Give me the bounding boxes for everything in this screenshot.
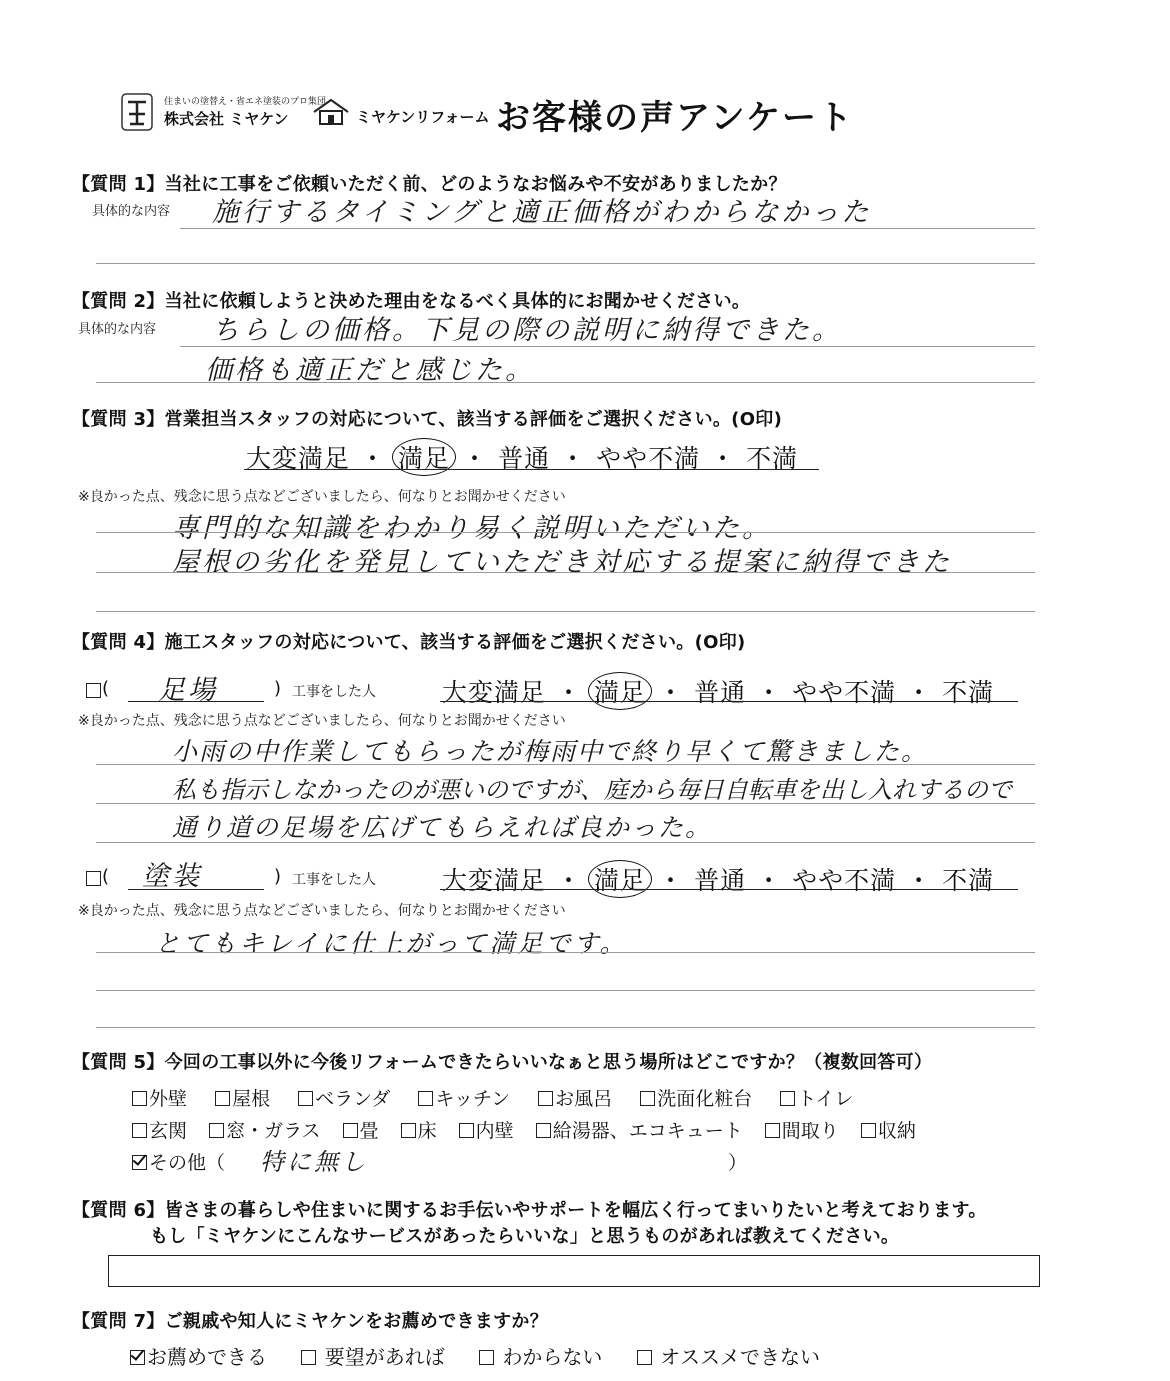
- checkbox[interactable]: [538, 1091, 553, 1106]
- option-recommend[interactable]: お薦めできる: [130, 1345, 267, 1369]
- worker-checkbox[interactable]: [86, 871, 101, 886]
- answer-rule: [180, 346, 1035, 347]
- worker-label: 工事をした人: [292, 872, 376, 888]
- answer-rule: [180, 228, 1035, 229]
- rating-option[interactable]: 普通: [498, 444, 551, 473]
- option-storage[interactable]: 収納: [861, 1120, 916, 1142]
- rating-option[interactable]: やや不満: [596, 444, 701, 473]
- close-paren: ): [274, 678, 282, 699]
- open-paren: (: [102, 866, 110, 887]
- q6-answer-box[interactable]: [108, 1255, 1040, 1287]
- q3-note: ※良かった点、残念に思う点などございましたら、何なりとお聞かせください: [78, 489, 566, 505]
- company-name: 株式会社 ミヤケン: [164, 110, 289, 128]
- q7-label: 【質問 7】ご親戚や知人にミヤケンをお薦めできますか？: [72, 1311, 548, 1332]
- trade-underline: [128, 701, 264, 702]
- answer-rule: [96, 990, 1035, 991]
- trade-underline: [128, 889, 264, 890]
- answer-rule: [96, 842, 1035, 843]
- q6-label-line-1: 【質問 6】皆さまの暮らしや住まいに関するお手伝いやサポートを幅広く行ってまいりたいと考えております。: [72, 1200, 987, 1221]
- answer-rule: [96, 263, 1035, 264]
- page-title: お客様の声アンケート: [496, 98, 854, 138]
- checkbox[interactable]: [861, 1123, 876, 1138]
- checkbox[interactable]: [301, 1350, 316, 1365]
- header-tagline: 住まいの塗替え・省エネ塗装のプロ集団: [164, 97, 327, 107]
- q5-options-row-2: [132, 1116, 916, 1143]
- rating-option[interactable]: 不満: [746, 444, 799, 473]
- q2-sub-label: 具体的な内容: [78, 322, 157, 337]
- brand-name: ミヤケンリフォーム: [356, 108, 490, 126]
- rating-option-selected[interactable]: 満足: [588, 860, 652, 898]
- q4-label: 【質問 4】施工スタッフの対応について、該当する評価をご選択ください。(O印): [72, 632, 746, 653]
- rating-option[interactable]: 大変満足: [442, 678, 547, 707]
- option-water-heater[interactable]: 給湯器、エコキュート: [536, 1120, 743, 1142]
- q3-rating-scale: 大変満足 ・ 満足 ・ 普通 ・ やや不満 ・ 不満: [246, 438, 798, 476]
- option-inner-wall[interactable]: 内壁: [459, 1120, 514, 1142]
- q4-w1-answer-line-1: 小雨の中作業してもらったが梅雨中で終り早くて驚きました。: [172, 737, 929, 766]
- rating-option[interactable]: やや不満: [792, 678, 897, 707]
- option-window[interactable]: 窓・ガラス: [209, 1120, 320, 1142]
- option-dont-know[interactable]: わからない: [479, 1345, 602, 1369]
- option-veranda[interactable]: ベランダ: [298, 1088, 390, 1110]
- worker-trade: 塗装: [142, 861, 202, 892]
- option-kitchen[interactable]: キッチン: [418, 1088, 510, 1110]
- q4-note: ※良かった点、残念に思う点などございましたら、何なりとお聞かせください: [78, 903, 566, 919]
- checkbox[interactable]: [132, 1123, 147, 1138]
- option-entrance[interactable]: 玄関: [132, 1120, 187, 1142]
- option-cannot-recommend[interactable]: オススメできない: [637, 1345, 820, 1369]
- answer-rule: [96, 532, 1035, 533]
- checkbox[interactable]: [640, 1091, 655, 1106]
- checkbox[interactable]: [298, 1091, 313, 1106]
- rating-option[interactable]: やや不満: [792, 866, 897, 895]
- other-value: 特に無し: [260, 1148, 368, 1176]
- option-toilet[interactable]: トイレ: [780, 1088, 853, 1110]
- answer-rule: [96, 611, 1035, 612]
- q4-note: ※良かった点、残念に思う点などございましたら、何なりとお聞かせください: [78, 713, 566, 729]
- q4-w1-answer-line-2: 私も指示しなかったのが悪いのですが、庭から毎日自転車を出し入れするので: [172, 776, 1012, 804]
- checkbox[interactable]: [132, 1091, 147, 1106]
- answer-rule: [96, 764, 1035, 765]
- checkbox[interactable]: [209, 1123, 224, 1138]
- checkbox[interactable]: [637, 1350, 652, 1365]
- option-bath[interactable]: お風呂: [538, 1088, 612, 1110]
- rating-option[interactable]: 不満: [942, 866, 995, 895]
- other-checkbox[interactable]: [132, 1155, 147, 1170]
- house-logo-icon: [310, 96, 352, 126]
- rating-option[interactable]: 大変満足: [442, 866, 547, 895]
- checkbox[interactable]: [780, 1091, 795, 1106]
- checkbox[interactable]: [479, 1350, 494, 1365]
- open-paren: (: [102, 678, 110, 699]
- q3-answer-line-2: 屋根の劣化を発見していただき対応する提案に納得できた: [172, 547, 952, 578]
- other-close-paren: ）: [728, 1152, 748, 1174]
- rating-underline: [440, 701, 1018, 702]
- worker-label: 工事をした人: [292, 684, 376, 700]
- other-label: その他（: [149, 1152, 226, 1174]
- q2-answer-line-1: ちらしの価格。下見の際の説明に納得できた。: [212, 315, 842, 346]
- checkbox[interactable]: [401, 1123, 416, 1138]
- q4-w2-answer-line-1: とてもキレイに仕上がって満足です。: [155, 929, 628, 958]
- q2-label: 【質問 2】当社に依頼しようと決めた理由をなるべく具体的にお聞かせください。: [72, 291, 751, 312]
- answer-rule: [96, 803, 1035, 804]
- answer-rule: [96, 952, 1035, 953]
- rating-option[interactable]: 大変満足: [246, 444, 351, 473]
- option-roof[interactable]: 屋根: [215, 1088, 270, 1110]
- answer-rule: [96, 572, 1035, 573]
- q1-answer-line-1: 施行するタイミングと適正価格がわからなかった: [212, 197, 872, 228]
- option-layout[interactable]: 間取り: [765, 1120, 839, 1142]
- rating-option-selected[interactable]: 満足: [588, 672, 652, 710]
- q5-other-row: [132, 1148, 752, 1178]
- option-exterior-wall[interactable]: 外壁: [132, 1088, 187, 1110]
- rating-option[interactable]: 普通: [694, 866, 747, 895]
- checkbox[interactable]: [536, 1123, 551, 1138]
- option-floor[interactable]: 床: [401, 1120, 437, 1142]
- rating-option[interactable]: 普通: [694, 678, 747, 707]
- q6-label-line-2: もし「ミヤケンにこんなサービスがあったらいいな」と思うものがあれば教えてください。: [150, 1226, 900, 1247]
- option-washstand[interactable]: 洗面化粧台: [640, 1088, 752, 1110]
- answer-rule: [96, 382, 1035, 383]
- q5-label: 【質問 5】今回の工事以外に今後リフォームできたらいいなぁと思う場所はどこですか？（複数回答可）: [72, 1052, 933, 1073]
- checkbox[interactable]: [215, 1091, 230, 1106]
- option-tatami[interactable]: 畳: [343, 1120, 379, 1142]
- header: [120, 88, 880, 138]
- checkbox[interactable]: [418, 1091, 433, 1106]
- answer-rule: [96, 1027, 1035, 1028]
- checkbox[interactable]: [765, 1123, 780, 1138]
- rating-underline: [440, 889, 1018, 890]
- q1-label: 【質問 1】当社に工事をご依頼いただく前、どのようなお悩みや不安がありましたか？: [72, 174, 787, 195]
- checkbox[interactable]: [343, 1123, 358, 1138]
- q2-answer-line-2: 価格も適正だと感じた。: [205, 355, 535, 386]
- checkbox[interactable]: [459, 1123, 474, 1138]
- worker-checkbox[interactable]: [86, 683, 101, 698]
- rating-underline: [244, 469, 819, 470]
- q1-sub-label: 具体的な内容: [92, 204, 171, 219]
- q5-options-row-1: [132, 1084, 875, 1111]
- q4-rating-scale: 大変満足 ・ 満足 ・ 普通 ・ やや不満 ・ 不満: [442, 860, 994, 898]
- q4-rating-scale: 大変満足 ・ 満足 ・ 普通 ・ やや不満 ・ 不満: [442, 672, 994, 710]
- rating-option[interactable]: 不満: [942, 678, 995, 707]
- q3-answer-line-1: 専門的な知識をわかり易く説明いただいた。: [172, 513, 772, 544]
- option-if-requested[interactable]: 要望があれば: [301, 1345, 444, 1369]
- checkbox-checked[interactable]: [130, 1350, 145, 1365]
- q7-options: [130, 1341, 820, 1370]
- company-logo-icon: [120, 92, 154, 132]
- close-paren: ): [274, 866, 282, 887]
- q3-label: 【質問 3】営業担当スタッフの対応について、該当する評価をご選択ください。(O印): [72, 409, 783, 430]
- q4-w1-answer-line-3: 通り道の足場を広げてもらえれば良かった。: [172, 813, 713, 842]
- worker-trade: 足場: [158, 675, 218, 706]
- rating-option-selected[interactable]: 満足: [392, 438, 456, 476]
